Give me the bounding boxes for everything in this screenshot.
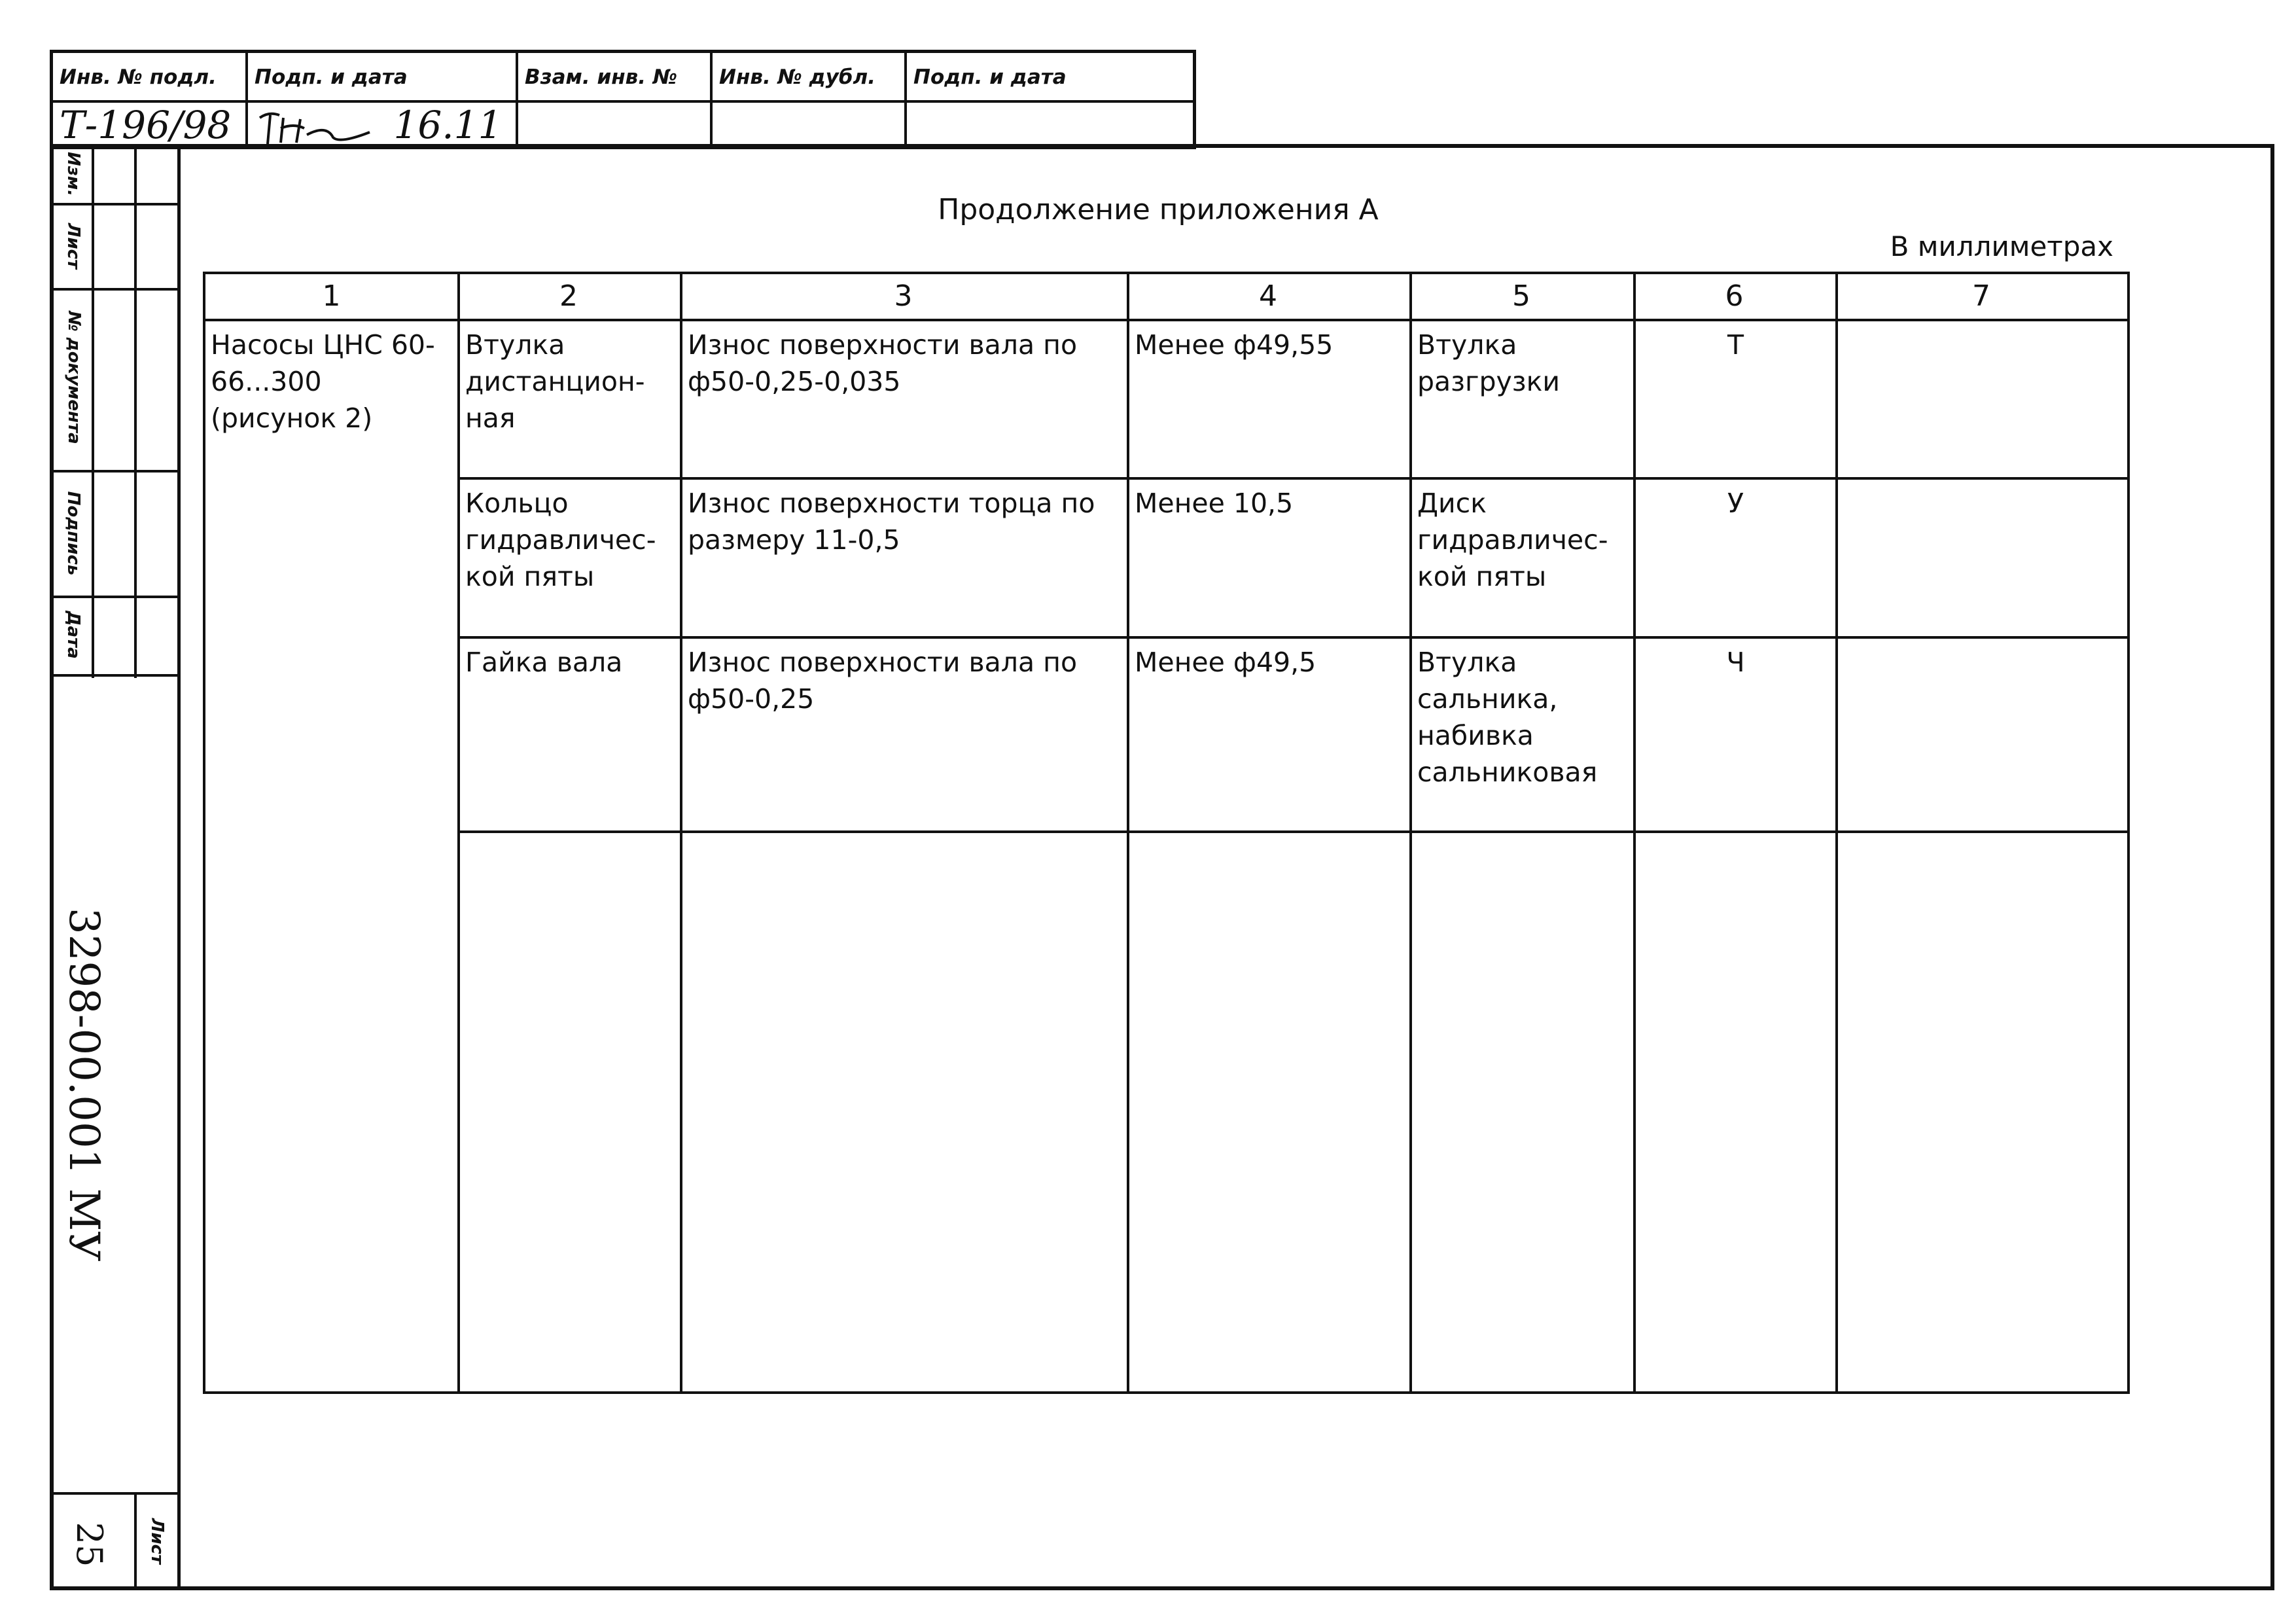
stamp-header-sign-date-2: Подп. и дата	[913, 65, 1067, 89]
stamp-signature	[248, 101, 518, 149]
table-row-note	[1838, 321, 2127, 332]
stamp-sign-date: 16.11	[393, 103, 503, 147]
table-row-replace: Втулка сальника, набивка сальниковая	[1417, 647, 1598, 788]
col-header-3: 3	[894, 279, 913, 313]
side-divider	[134, 148, 137, 678]
defect-table	[203, 272, 2130, 1394]
stamp-header-inv-orig: Инв. № подл.	[53, 53, 248, 101]
table-row-limit: Менее 10,5	[1135, 488, 1294, 519]
col-header-4: 4	[1259, 279, 1277, 313]
side-label-list: Лист	[63, 223, 83, 270]
handwritten-signature	[255, 109, 379, 148]
table-row-note	[1838, 480, 2127, 490]
sheet-box-top	[50, 1492, 181, 1495]
side-label-signature: Подпись	[63, 491, 83, 576]
col-header-1: 1	[322, 279, 341, 313]
col-header-7: 7	[1972, 279, 1990, 313]
stamp-sign-date-2-value	[907, 101, 1196, 149]
table-row-part: Гайка вала	[465, 647, 623, 678]
col-header-2: 2	[559, 279, 578, 313]
side-row-line	[50, 470, 181, 473]
table-row-code: У	[1727, 488, 1744, 519]
sheet-box-divider	[134, 1492, 137, 1590]
side-label-date: Дата	[63, 611, 83, 659]
sheet-number: 25	[69, 1522, 110, 1567]
table-row-defect: Износ поверхности вала по ф50-0,25	[688, 647, 1078, 715]
side-label-izm: Изм.	[63, 152, 83, 196]
table-row-code: Ч	[1726, 647, 1745, 678]
sheet-label: Лист	[147, 1518, 167, 1565]
side-label-doc-no: № документа	[64, 311, 84, 444]
table-row-defect: Износ поверхности торца по размеру 11-0,5	[688, 488, 1095, 556]
stamp-header-replace-inv: Взам. инв. №	[518, 53, 713, 101]
stamp-table	[50, 50, 1196, 149]
table-row-replace: Втулка разгрузки	[1417, 329, 1560, 397]
table-row-replace: Диск гидравличес-кой пяты	[1417, 488, 1608, 592]
equipment-name: Насосы ЦНС 60-66...300 (рисунок 2)	[211, 329, 435, 434]
stamp-inv-dup-value	[713, 101, 907, 149]
table-row-defect: Износ поверхности вала по ф50-0,25-0,035	[688, 329, 1078, 397]
table-row-part: Кольцо гидравличес-кой пяты	[465, 488, 656, 592]
side-row-line	[50, 596, 181, 598]
row-line	[457, 830, 2127, 833]
side-divider	[92, 148, 94, 678]
side-row-line	[50, 674, 181, 677]
table-row-limit: Менее ф49,55	[1135, 329, 1333, 361]
stamp-replace-inv-value	[518, 101, 713, 149]
page-heading: Продолжение приложения А	[938, 193, 1379, 226]
table-row-part: Втулка дистанцион-ная	[465, 329, 645, 434]
document-number: 3298-00.001 МУ	[60, 908, 108, 1262]
units-note: В миллиметрах	[1890, 230, 2113, 262]
table-row-limit: Менее ф49,5	[1135, 647, 1316, 678]
col-header-6: 6	[1725, 279, 1744, 313]
stamp-header-inv-dup: Инв. № дубл.	[713, 53, 907, 101]
table-row-code: Т	[1727, 329, 1744, 361]
stamp-inv-number: Т-196/98	[53, 101, 248, 149]
table-row-note	[1838, 639, 2127, 649]
col-header-5: 5	[1512, 279, 1530, 313]
stamp-header-sign-date: Подп. и дата	[248, 53, 518, 101]
